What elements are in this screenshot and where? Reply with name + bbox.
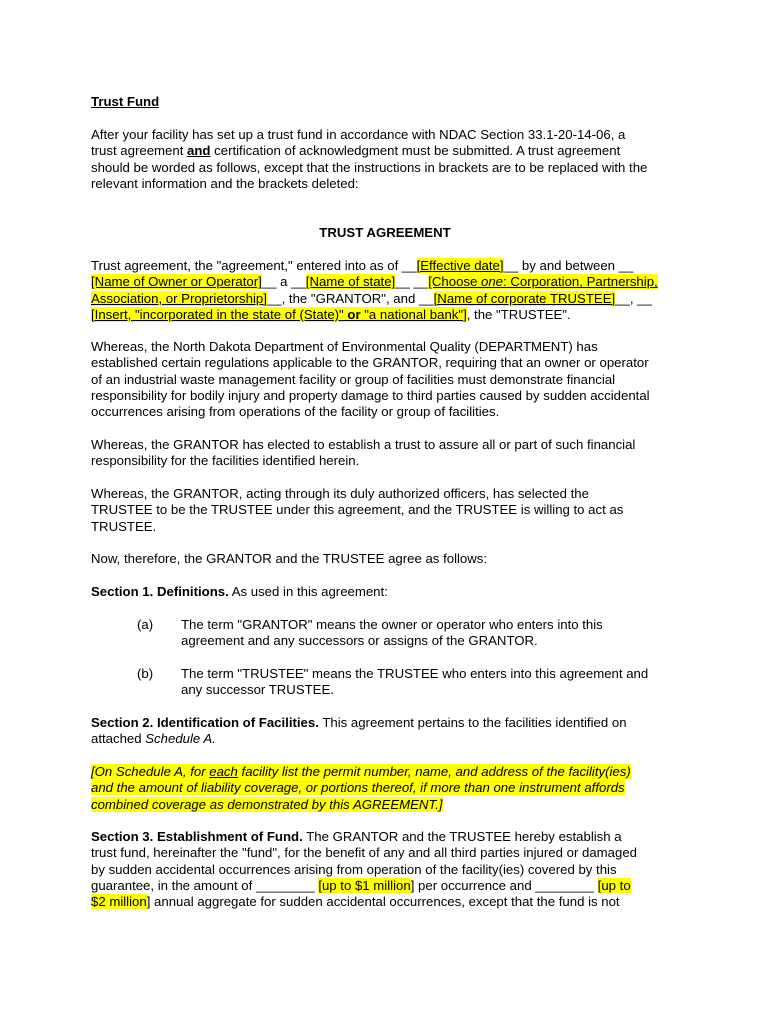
item-label: (b)	[137, 666, 154, 681]
whereas-paragraph-2: Whereas, the GRANTOR has elected to establish a trust to assure all or part of such financial responsibility for the facilities identified herein.	[91, 437, 636, 469]
section-2-paragraph: Section 2. Identification of Facilities. This agreement pertains to the facilities identified on attached Schedule A.	[91, 715, 627, 747]
incorporation-field: [Insert, "incorporated in the state of (State)" or "a national bank"	[91, 306, 464, 322]
parties-paragraph: Trust agreement, the "agreement," entered into as of __[Effective date]__ by and between __ [Name of Owner or Operator]__ a __[Name of state]__ __[Choose one: Corporation, Partnership, Association, or Proprietorship]__, the "GRANTOR", and __[Name of corporate TRUSTEE]__, __ [Insert, "incorporated in the state of (State)" or "a national bank"], the "TRUSTEE".	[91, 258, 658, 322]
schedule-a-instruction: [On Schedule A, for each facility list the permit number, name, and address of the facility(ies) and the amount of liability coverage, or portions thereof, if more than one instrument affords combined coverage as demonstrated by this AGREEMENT.]	[91, 764, 631, 812]
state-field: [Name of state]	[305, 274, 396, 290]
entity-type-field: [Choose one: Corporation, Partnership,	[428, 274, 658, 290]
trustee-name-field: [Name of corporate TRUSTEE]	[433, 290, 616, 306]
agreement-title: TRUST AGREEMENT	[319, 225, 451, 240]
item-text: The term "TRUSTEE" means the TRUSTEE who enters into this agreement and any successor TRUSTEE.	[181, 666, 649, 698]
section-1-heading: Section 1. Definitions. As used in this agreement:	[91, 584, 388, 599]
now-therefore-paragraph: Now, therefore, the GRANTOR and the TRUSTEE agree as follows:	[91, 551, 488, 566]
item-label: (a)	[137, 617, 154, 632]
owner-operator-field: [Name of Owner or Operator]	[91, 274, 262, 290]
whereas-paragraph-1: Whereas, the North Dakota Department of Environmental Quality (DEPARTMENT) has established certain regulations applicable to the GRANTOR, requiring that an owner or operator of an industrial waste management facility or group of facilities must demonstrate financial responsibility for bodily injury and property damage to third parties caused by sudden accidental occurrences arising from operations of the facility or group of facilities.	[91, 339, 650, 420]
annual-aggregate-amount-field: [up to	[597, 877, 631, 893]
item-text: The term "GRANTOR" means the owner or operator who enters into this agreement and any successors or assigns of the GRANTOR.	[181, 617, 603, 649]
intro-paragraph: After your facility has set up a trust fund in accordance with NDAC Section 33.1-20-14-06, a trust agreement and certification of acknowledgment must be submitted. A trust agreement should be worded as follows, except that the instructions in brackets are to be replaced with the relevant information and the brackets deleted:	[91, 127, 648, 191]
section-3-paragraph: Section 3. Establishment of Fund. The GRANTOR and the TRUSTEE hereby establish a trust fund, hereinafter the "fund", for the benefit of any and all third parties injured or damaged by sudden accidental occurrences arising from operation of the facility(ies) covered by this guarantee, in the amount of ________ [up to $1 million] per occurrence and ________ [up to $2 million] annual aggregate for sudden accidental occurrences, except that the fund is not	[91, 829, 637, 910]
effective-date-field: [Effective date]	[416, 258, 504, 273]
section-heading-trust-fund: Trust Fund	[91, 94, 160, 109]
whereas-paragraph-3: Whereas, the GRANTOR, acting through its duly authorized officers, has selected the TRUSTEE to be the TRUSTEE under this agreement, and the TRUSTEE is willing to act as TRUSTEE.	[91, 486, 624, 534]
per-occurrence-amount-field: [up to $1 million	[318, 877, 411, 893]
